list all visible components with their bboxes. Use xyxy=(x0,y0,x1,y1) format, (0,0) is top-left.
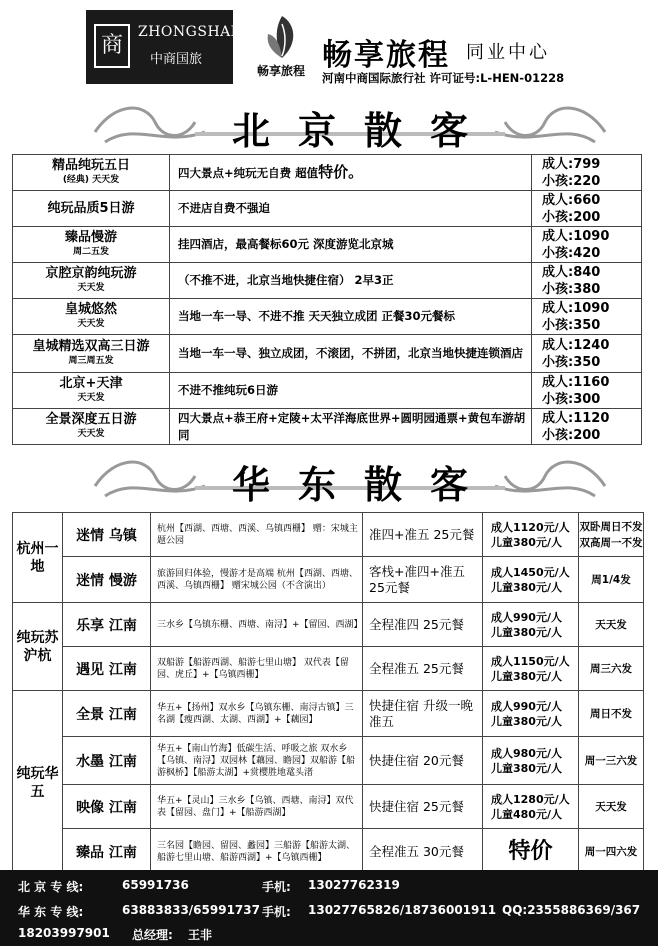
tour-description: 四大景点+纯玩无自费 超值 xyxy=(178,165,319,180)
route-detail: 华五+【南山竹海】低碳生活、呼吸之旅 双水乡【乌镇、南浔】双园林【藕园、瞻园】双船游【船游枫桥】【船游太湖】+赏樱胜地鼋头渚 xyxy=(151,737,363,785)
route-detail: 三名园【瞻园、留园、蠡园】三船游【船游太湖、船游七里山塘、船游西湖】+【乌镇西栅】 xyxy=(151,829,363,875)
child-price: 小孩:420 xyxy=(542,245,601,261)
table-row xyxy=(13,829,644,875)
tour-name: 精品纯玩五日 xyxy=(51,157,130,173)
manager-label: 总经理: xyxy=(132,928,173,942)
qq-number: QQ:2355886369/367 xyxy=(502,903,641,917)
tour-schedule: 天天发 xyxy=(77,428,105,439)
huadong-line-number: 63883833/65991737 xyxy=(122,903,260,917)
adult-price: 成人980元/人 xyxy=(491,746,562,760)
route-name: 迷情 乌镇 xyxy=(63,513,151,557)
hotel-meal: 快捷住宿 20元餐 xyxy=(363,737,483,785)
logo2-label: 畅享旅程 xyxy=(256,64,305,78)
adult-price: 成人1280元/人 xyxy=(491,792,570,806)
beijing-mobile-number: 13027762319 xyxy=(308,878,400,892)
tour-highlight: 特价。 xyxy=(318,162,364,181)
huadong-mobile-label: 手机: xyxy=(262,905,291,919)
tour-description: 不进不推纯玩6日游 xyxy=(178,383,279,397)
adult-price: 成人1150元/人 xyxy=(491,654,570,668)
huadong-banner xyxy=(85,446,615,508)
adult-price: 成人:1090 xyxy=(542,228,610,244)
adult-price: 成人990元/人 xyxy=(491,610,562,624)
route-name: 全景 江南 xyxy=(63,691,151,737)
child-price: 儿童480元/人 xyxy=(491,807,562,821)
hotel-meal: 快捷住宿 升级一晚准五 xyxy=(363,691,483,737)
special-price: 特价 xyxy=(483,829,579,875)
agency-license: 河南中商国际旅行社 许可证号:L-HEN-01228 xyxy=(322,71,565,85)
brand-subtitle: 同业中心 xyxy=(466,42,550,63)
route-name: 臻品 江南 xyxy=(63,829,151,875)
child-price: 儿童380元/人 xyxy=(491,761,562,775)
adult-price: 成人:1240 xyxy=(542,337,610,353)
adult-price: 成人:660 xyxy=(542,192,601,208)
adult-price: 成人990元/人 xyxy=(491,699,562,713)
departure-schedule: 双卧周日不发 双高周一不发 xyxy=(579,513,644,557)
adult-price: 成人:799 xyxy=(542,156,601,172)
zhongshang-logo xyxy=(86,10,256,84)
table-row xyxy=(13,691,644,737)
logo-english-name: ZHONGSHANG xyxy=(138,24,256,40)
contact-footer xyxy=(0,870,658,946)
table-row xyxy=(13,647,644,691)
departure-schedule: 周三六发 xyxy=(579,647,644,691)
region-label: 纯玩华五 xyxy=(13,691,63,875)
departure-schedule: 天天发 xyxy=(579,785,644,829)
route-name: 映像 江南 xyxy=(63,785,151,829)
beijing-banner xyxy=(85,92,615,154)
region-label: 杭州一地 xyxy=(13,513,63,603)
departure-schedule: 周一三六发 xyxy=(579,737,644,785)
table-row xyxy=(13,191,642,227)
table-row xyxy=(13,513,644,557)
manager-name: 王非 xyxy=(188,928,213,942)
tour-description: 当地一车一导、不进不推 天天独立成团 正餐30元餐标 xyxy=(178,309,456,323)
child-price: 儿童380元/人 xyxy=(491,714,562,728)
child-price: 小孩:300 xyxy=(542,391,601,407)
child-price: 小孩:380 xyxy=(542,281,601,297)
route-detail: 华五+【灵山】三水乡【乌镇、西塘、南浔】双代表【留园、盘门】+【船游西湖】 xyxy=(151,785,363,829)
child-price: 小孩:350 xyxy=(542,354,601,370)
beijing-mobile-label: 手机: xyxy=(262,880,291,894)
adult-price: 成人:1160 xyxy=(542,374,610,390)
tour-schedule: 天天发 xyxy=(77,392,105,403)
logo-chinese-name: 中商国旅 xyxy=(150,52,203,67)
leaf-logo-icon xyxy=(262,14,302,60)
departure-schedule: 周1/4发 xyxy=(579,557,644,603)
adult-price: 成人1450元/人 xyxy=(491,565,570,579)
child-price: 儿童380元/人 xyxy=(491,625,562,639)
hotel-meal: 全程准五 30元餐 xyxy=(363,829,483,875)
child-price: 儿童380元/人 xyxy=(491,669,562,683)
table-row xyxy=(13,155,642,191)
brand-title: 畅享旅程 xyxy=(322,38,450,73)
tour-name: 皇城悠然 xyxy=(64,301,117,317)
hotel-meal: 准四+准五 25元餐 xyxy=(363,513,483,557)
table-row xyxy=(13,557,644,603)
tour-name: 臻品慢游 xyxy=(64,229,117,245)
route-name: 乐享 江南 xyxy=(63,603,151,647)
adult-price: 成人:1120 xyxy=(542,410,610,426)
huadong-tour-table xyxy=(12,512,644,875)
adult-price: 成人:840 xyxy=(542,264,601,280)
beijing-line-label: 北 京 专 线: xyxy=(18,880,84,894)
tour-description: 挂四酒店，最高餐标60元 深度游览北京城 xyxy=(178,237,394,251)
route-name: 水墨 江南 xyxy=(63,737,151,785)
tour-name: 京腔京韵纯玩游 xyxy=(45,265,137,281)
zhongshang-emblem-icon: 商 xyxy=(94,24,130,68)
table-row xyxy=(13,335,642,373)
huadong-line-label: 华 东 专 线: xyxy=(18,905,84,919)
changxiang-logo xyxy=(250,14,312,86)
region-label: 纯玩苏沪杭 xyxy=(13,603,63,691)
header xyxy=(0,0,658,92)
tour-description: （不推不进，北京当地快捷住宿） 2早3正 xyxy=(178,273,394,287)
table-row xyxy=(13,785,644,829)
child-price: 小孩:200 xyxy=(542,209,601,225)
hotel-meal: 客栈+准四+准五 25元餐 xyxy=(363,557,483,603)
table-row xyxy=(13,227,642,263)
child-price: 小孩:220 xyxy=(542,173,601,189)
departure-schedule: 天天发 xyxy=(579,603,644,647)
tour-schedule: (经典) 天天发 xyxy=(62,174,120,185)
hotel-meal: 全程准四 25元餐 xyxy=(363,603,483,647)
route-detail: 三水乡【乌镇东栅、西塘、南浔】+【留园、西湖】 xyxy=(151,603,363,647)
table-row xyxy=(13,299,642,335)
route-detail: 杭州【西湖、西塘、西溪、乌镇西栅】 赠：宋城主题公园 xyxy=(151,513,363,557)
beijing-section-title: 北京散客 xyxy=(231,109,496,153)
extra-phone: 18203997901 xyxy=(18,926,110,940)
departure-schedule: 周一四六发 xyxy=(579,829,644,875)
route-detail: 华五+【扬州】双水乡【乌镇东栅、南浔古镇】三名湖【瘦西湖、太湖、西湖】+【藕园】 xyxy=(151,691,363,737)
tour-schedule: 周三周五发 xyxy=(68,355,114,366)
table-row xyxy=(13,263,642,299)
route-name: 遇见 江南 xyxy=(63,647,151,691)
huadong-section-title: 华东散客 xyxy=(231,463,496,507)
departure-schedule: 周日不发 xyxy=(579,691,644,737)
child-price: 儿童380元/人 xyxy=(491,580,562,594)
table-row xyxy=(13,373,642,409)
table-row xyxy=(13,603,644,647)
tour-name: 全景深度五日游 xyxy=(45,411,137,427)
child-price: 小孩:200 xyxy=(542,427,601,443)
route-name: 迷情 慢游 xyxy=(63,557,151,603)
tour-description: 当地一车一导、独立成团，不滚团，不拼团，北京当地快捷连锁酒店 xyxy=(178,346,523,360)
hotel-meal: 全程准五 25元餐 xyxy=(363,647,483,691)
table-row xyxy=(13,409,642,445)
tour-description: 四大景点+恭王府+定陵+太平洋海底世界+圆明园通票+黄包车游胡同 xyxy=(178,410,526,442)
tour-name: 纯玩品质5日游 xyxy=(47,201,135,216)
route-detail: 旅游回归体验，慢游才是高端 杭州【西湖、西塘、西溪、乌镇西栅】 赠宋城公园（不含演出） xyxy=(151,557,363,603)
adult-price: 成人1120元/人 xyxy=(491,520,570,534)
tour-schedule: 天天发 xyxy=(77,318,105,329)
route-detail: 双船游【船游西湖、船游七里山塘】 双代表【留园、虎丘】+【乌镇西栅】 xyxy=(151,647,363,691)
hotel-meal: 快捷住宿 25元餐 xyxy=(363,785,483,829)
tour-schedule: 天天发 xyxy=(77,282,105,293)
child-price: 儿童380元/人 xyxy=(491,535,562,549)
adult-price: 成人:1090 xyxy=(542,300,610,316)
beijing-tour-table xyxy=(12,154,642,445)
child-price: 小孩:350 xyxy=(542,317,601,333)
tour-name: 北京+天津 xyxy=(59,375,123,391)
table-row xyxy=(13,737,644,785)
beijing-line-number: 65991736 xyxy=(122,878,189,892)
tour-schedule: 周二五发 xyxy=(72,246,109,257)
huadong-mobile-number: 13027765826/18736001911 xyxy=(308,903,497,917)
tour-description: 不进店自费不强迫 xyxy=(178,201,270,215)
tour-name: 皇城精选双高三日游 xyxy=(32,338,150,354)
